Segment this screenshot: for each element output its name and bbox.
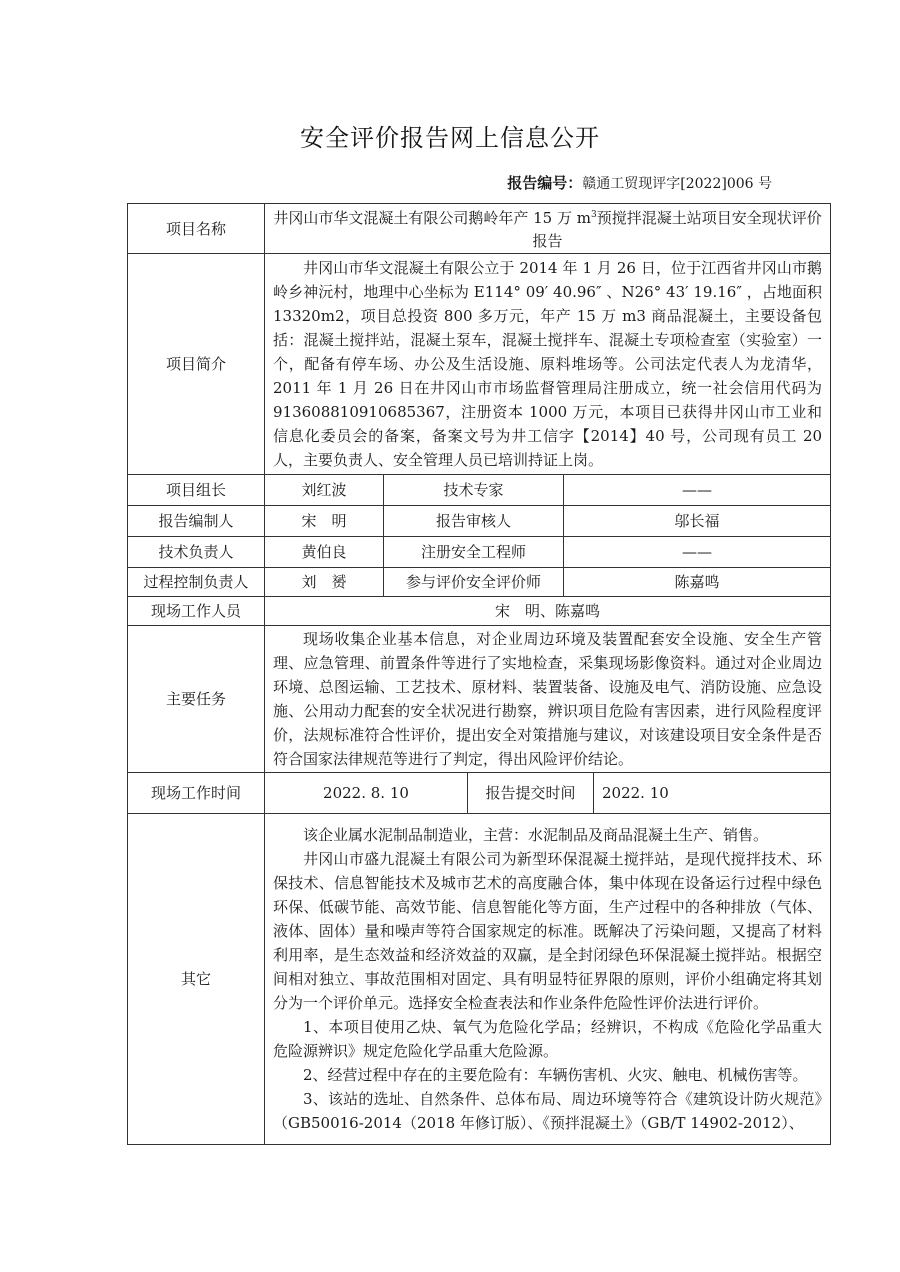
- row-staff-1: [128, 475, 831, 506]
- row-staff-2: [128, 506, 831, 537]
- other-text: 该企业属水泥制品制造业，主营：水泥制品及商品混凝土生产、销售。 井冈山市盛九混凝土有限公司为新型环保混凝土搅拌站，是现代搅拌技术、环保技术、信息智能技术及城市艺术的高度融合体，集中体现在设备运行过程中绿色环保、低碳节能、高效节能、信息智能化等方面，生产过程中的各种排放（气体、液体、固体）量和噪声等符合国家规定的标准。既解决了污染问题，又提高了材料利用率，是生态效益和经济效益的双赢，是全封闭绿色环保混凝土搅拌站。根据空间相对独立、事故范围相对固定、具有明显特征界限的原则，评价小组确定将其划分为一个评价单元。选择安全检查表法和作业条件危险性评价法进行评价。 1、本项目使用乙炔、氧气为危险化学品；经辨识，不构成《危险化学品重大危险源辨识》规定危险化学品重大危险源。 2、经营过程中存在的主要危险有：车辆伤害机、火灾、触电、机械伤害等。 3、该站的选址、自然条件、总体布局、周边环境等符合《建筑设计防火规范》（GB50016-2014（2018 年修订版）、《预拌混凝土》（GB/T 14902-2012）、: [265, 814, 831, 1145]
- row-work-time: [128, 773, 831, 814]
- row-staff-4: [128, 568, 831, 597]
- project-intro-text: 井冈山市华文混凝土有限公立于 2014 年 1 月 26 日，位于江西省井冈山市鹅岭乡神沅村，地理中心坐标为 E114° 09′ 40.96″ 、N26° 43′ 19.16″ ，占地面积 13320m2，项目总投资 800 多万元，年产 15 万 m3 商品混凝土，主要设备包括：混凝土搅拌站，混凝土泵车，混凝土搅拌车、混凝土专项检查室（实验室）一个，配备有停车场、办公及生活设施、原料堆场等。公司法定代表人为龙清华，2011 年 1 月 26 日在井冈山市市场监督管理局注册成立，统一社会信用代码为 913608810910685367，注册资本 1000 万元，本项目已获得井冈山市工业和信息化委员会的备案，备案文号为井工信字【2014】40 号，公司现有员工 20 人，主要负责人、安全管理人员已培训持证上岗。: [265, 254, 831, 475]
- staff-role: 报告审核人: [384, 506, 564, 537]
- disclosure-table: [127, 203, 831, 1145]
- staff-role-value: ——: [564, 537, 831, 568]
- other-label: 其它: [128, 814, 265, 1145]
- report-number-label: 报告编号：: [507, 174, 583, 192]
- row-project-name: [128, 204, 831, 254]
- submit-time-value: 2022. 10: [594, 773, 831, 814]
- staff-name: 黄伯良: [265, 537, 384, 568]
- staff-name: 刘红波: [265, 475, 384, 506]
- staff-role-value: ——: [564, 475, 831, 506]
- submit-time-label: 报告提交时间: [468, 773, 594, 814]
- work-time-label: 现场工作时间: [128, 773, 265, 814]
- report-number-value: 赣通工贸现评字[2022]006 号: [582, 176, 772, 192]
- staff-name: 宋 明: [265, 506, 384, 537]
- staff-label: 技术负责人: [128, 537, 265, 568]
- project-name-value: 井冈山市华文混凝土有限公司鹅岭年产 15 万 $m^3$预搅拌混凝土站项目安全现状评价报告: [265, 204, 831, 254]
- field-staff-label: 现场工作人员: [128, 597, 265, 626]
- project-name-label: 项目名称: [128, 204, 265, 254]
- staff-role: 技术专家: [384, 475, 564, 506]
- field-staff-value: 宋 明、陈嘉鸣: [265, 597, 831, 626]
- project-intro-label: 项目简介: [128, 254, 265, 475]
- row-staff-3: [128, 537, 831, 568]
- staff-label: 项目组长: [128, 475, 265, 506]
- row-project-intro: [128, 254, 831, 475]
- main-tasks-label: 主要任务: [128, 626, 265, 773]
- work-time-value: 2022. 8. 10: [265, 773, 468, 814]
- staff-role: 参与评价安全评价师: [384, 568, 564, 597]
- staff-role: 注册安全工程师: [384, 537, 564, 568]
- row-other: [128, 814, 831, 1145]
- staff-name: 刘 赟: [265, 568, 384, 597]
- row-main-tasks: [128, 626, 831, 773]
- main-tasks-text: 现场收集企业基本信息，对企业周边环境及装置配套安全设施、安全生产管理、应急管理、前置条件等进行了实地检查，采集现场影像资料。通过对企业周边环境、总图运输、工艺技术、原材料、装置装备、设施及电气、消防设施、应急设施、公用动力配套的安全状况进行勘察，辨识项目危险有害因素，进行风险程度评价，法规标准符合性评价，提出安全对策措施与建议，对该建设项目安全条件是否符合国家法律规范等进行了判定，得出风险评价结论。: [265, 626, 831, 773]
- staff-label: 过程控制负责人: [128, 568, 265, 597]
- staff-label: 报告编制人: [128, 506, 265, 537]
- staff-role-value: 邬长福: [564, 506, 831, 537]
- report-number: [507, 172, 772, 193]
- row-field-staff: [128, 597, 831, 626]
- staff-role-value: 陈嘉鸣: [564, 568, 831, 597]
- page-title: 安全评价报告网上信息公开: [300, 124, 600, 152]
